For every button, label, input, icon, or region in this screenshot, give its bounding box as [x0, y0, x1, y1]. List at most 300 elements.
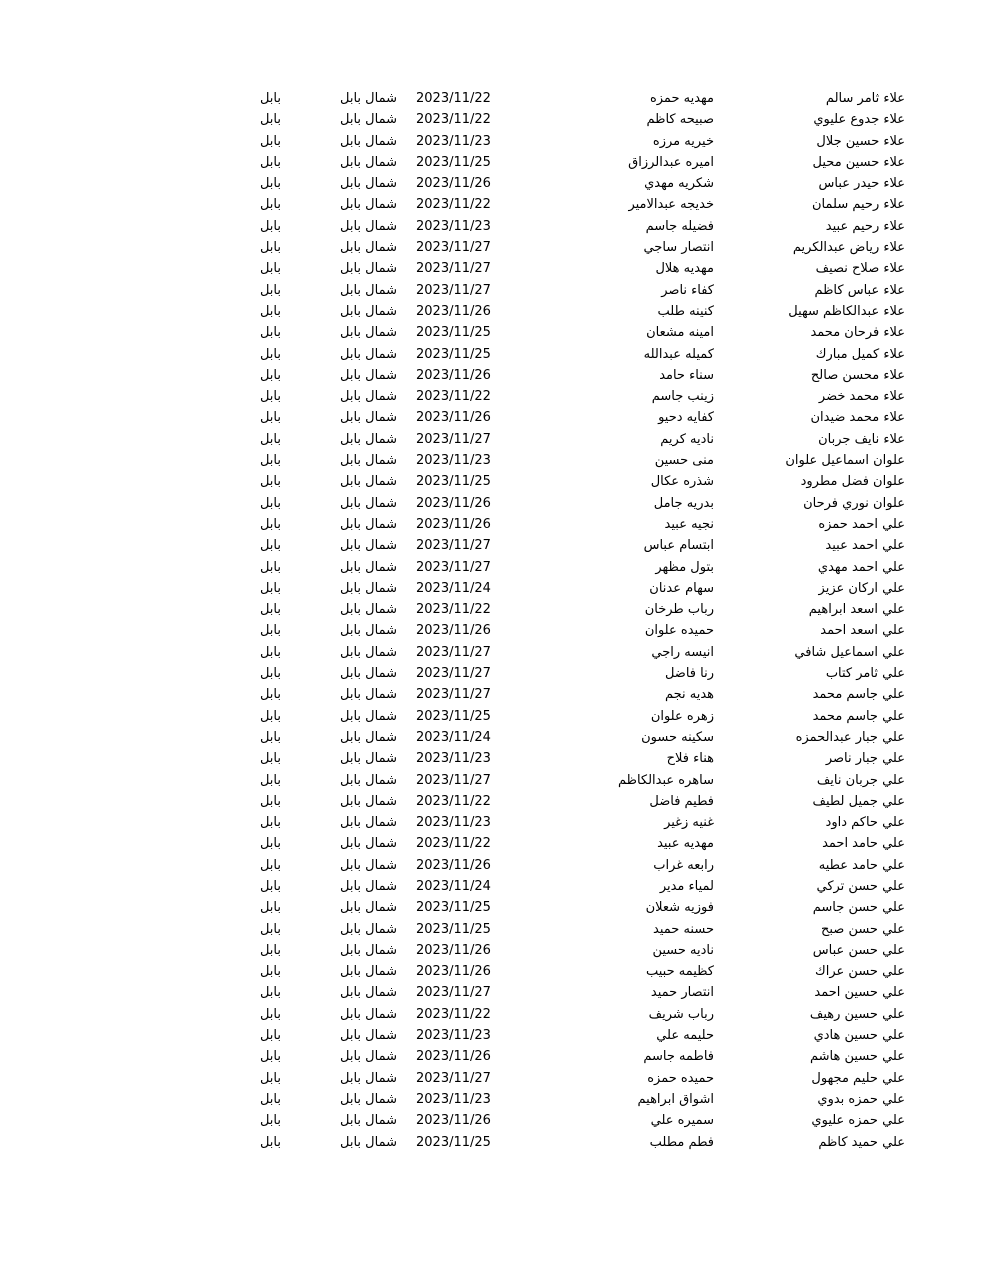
person-name-cell: علي حسن عراك — [815, 964, 905, 980]
mother-name-cell: فوزيه شعلان — [645, 900, 714, 916]
table-row — [0, 578, 989, 599]
date-cell: 2023/11/25 — [416, 346, 491, 362]
person-name-cell: علاء فرحان محمد — [810, 325, 905, 341]
mother-name-cell: فاطمه جاسم — [643, 1049, 714, 1065]
person-name-cell: علي اسماعيل شافي — [794, 644, 905, 660]
district-cell: شمال بابل — [340, 431, 397, 447]
date-cell: 2023/11/27 — [416, 985, 491, 1001]
person-name-cell: علي اركان عزيز — [818, 580, 905, 596]
mother-name-cell: فطم مطلب — [649, 1134, 714, 1150]
table-row — [0, 1132, 989, 1153]
district-cell: شمال بابل — [340, 602, 397, 618]
district-cell: شمال بابل — [340, 815, 397, 831]
date-cell: 2023/11/25 — [416, 325, 491, 341]
district-cell: شمال بابل — [340, 878, 397, 894]
date-cell: 2023/11/25 — [416, 474, 491, 490]
table-row — [0, 386, 989, 407]
date-cell: 2023/11/26 — [416, 942, 491, 958]
date-cell: 2023/11/24 — [416, 878, 491, 894]
date-cell: 2023/11/26 — [416, 1113, 491, 1129]
province-cell: بابل — [259, 921, 281, 937]
province-cell: بابل — [259, 325, 281, 341]
person-name-cell: علي حسين هاشم — [810, 1049, 905, 1065]
district-cell: شمال بابل — [340, 666, 397, 682]
date-cell: 2023/11/22 — [416, 1006, 491, 1022]
table-row — [0, 919, 989, 940]
district-cell: شمال بابل — [340, 772, 397, 788]
province-cell: بابل — [259, 282, 281, 298]
person-name-cell: علي جاسم محمد — [812, 687, 905, 703]
table-row — [0, 216, 989, 237]
province-cell: بابل — [259, 240, 281, 256]
table-row — [0, 152, 989, 173]
person-name-cell: علي حامد عطيه — [818, 857, 905, 873]
date-cell: 2023/11/26 — [416, 623, 491, 639]
district-cell: شمال بابل — [340, 282, 397, 298]
province-cell: بابل — [259, 367, 281, 383]
district-cell: شمال بابل — [340, 538, 397, 554]
table-row — [0, 620, 989, 641]
person-name-cell: علاء رحيم عبيد — [825, 218, 905, 234]
mother-name-cell: سناء حامد — [659, 367, 714, 383]
district-cell: شمال بابل — [340, 91, 397, 106]
province-cell: بابل — [259, 176, 281, 192]
date-cell: 2023/11/22 — [416, 389, 491, 405]
mother-name-cell: رنا فاضل — [664, 666, 714, 682]
province-cell: بابل — [259, 261, 281, 277]
date-cell: 2023/11/27 — [416, 538, 491, 554]
date-cell: 2023/11/27 — [416, 282, 491, 298]
person-name-cell: علي حسين احمد — [814, 985, 905, 1001]
date-cell: 2023/11/22 — [416, 602, 491, 618]
province-cell: بابل — [259, 1028, 281, 1044]
province-cell: بابل — [259, 985, 281, 1001]
province-cell: بابل — [259, 1134, 281, 1150]
date-cell: 2023/11/26 — [416, 410, 491, 426]
district-cell: شمال بابل — [340, 495, 397, 511]
table-row — [0, 876, 989, 897]
person-name-cell: علوان اسماعيل علوان — [785, 453, 905, 469]
table-row — [0, 982, 989, 1003]
district-cell: شمال بابل — [340, 367, 397, 383]
person-name-cell: علي جاسم محمد — [812, 708, 905, 724]
mother-name-cell: حميده حمزه — [647, 1070, 714, 1086]
province-cell: بابل — [259, 218, 281, 234]
mother-name-cell: هديه نجم — [664, 687, 714, 703]
mother-name-cell: اشواق ابراهيم — [637, 1091, 714, 1107]
date-cell: 2023/11/26 — [416, 495, 491, 511]
date-cell: 2023/11/27 — [416, 666, 491, 682]
province-cell: بابل — [259, 751, 281, 767]
district-cell: شمال بابل — [340, 1091, 397, 1107]
date-cell: 2023/11/25 — [416, 921, 491, 937]
mother-name-cell: كنينه طلب — [657, 303, 714, 319]
date-cell: 2023/11/27 — [416, 240, 491, 256]
table-row — [0, 770, 989, 791]
mother-name-cell: غنيه زغير — [664, 815, 714, 831]
date-cell: 2023/11/23 — [416, 1091, 491, 1107]
person-name-cell: علاء محسن صالح — [810, 367, 905, 383]
table-row — [0, 940, 989, 961]
district-cell: شمال بابل — [340, 836, 397, 852]
person-name-cell: علي حسن تركي — [816, 878, 905, 894]
district-cell: شمال بابل — [340, 900, 397, 916]
date-cell: 2023/11/27 — [416, 644, 491, 660]
district-cell: شمال بابل — [340, 580, 397, 596]
date-cell: 2023/11/26 — [416, 1049, 491, 1065]
date-cell: 2023/11/23 — [416, 133, 491, 149]
date-cell: 2023/11/22 — [416, 91, 491, 106]
province-cell: بابل — [259, 772, 281, 788]
date-cell: 2023/11/27 — [416, 261, 491, 277]
province-cell: بابل — [259, 815, 281, 831]
person-name-cell: علاء صلاح نصيف — [815, 261, 905, 277]
table-row — [0, 1004, 989, 1025]
province-cell: بابل — [259, 836, 281, 852]
district-cell: شمال بابل — [340, 623, 397, 639]
mother-name-cell: ناديه حسين — [652, 942, 714, 958]
table-row — [0, 301, 989, 322]
person-name-cell: علي حميد كاظم — [818, 1134, 905, 1150]
district-cell: شمال بابل — [340, 133, 397, 149]
date-cell: 2023/11/26 — [416, 367, 491, 383]
mother-name-cell: زهره علوان — [650, 708, 714, 724]
table-row — [0, 514, 989, 535]
table-row — [0, 1025, 989, 1046]
person-name-cell: علاء عبدالكاظم سهيل — [788, 303, 905, 319]
district-cell: شمال بابل — [340, 218, 397, 234]
province-cell: بابل — [259, 538, 281, 554]
table-row — [0, 812, 989, 833]
document-page — [0, 88, 989, 1153]
mother-name-cell: انيسه راجي — [651, 644, 714, 660]
date-cell: 2023/11/27 — [416, 559, 491, 575]
province-cell: بابل — [259, 154, 281, 170]
mother-name-cell: مهديه هلال — [655, 261, 714, 277]
table-row — [0, 1046, 989, 1067]
province-cell: بابل — [259, 133, 281, 149]
district-cell: شمال بابل — [340, 261, 397, 277]
person-name-cell: علي حسين رهيف — [809, 1006, 905, 1022]
mother-name-cell: سهام عدنان — [649, 580, 714, 596]
mother-name-cell: رابعه غراب — [653, 857, 714, 873]
province-cell: بابل — [259, 644, 281, 660]
person-name-cell: علي حمزه عليوي — [811, 1113, 905, 1129]
mother-name-cell: حميده علوان — [644, 623, 714, 639]
mother-name-cell: ساهره عبدالكاظم — [617, 772, 714, 788]
person-name-cell: علاء رياض عبدالكريم — [792, 240, 905, 256]
mother-name-cell: فطيم فاضل — [649, 793, 714, 809]
province-cell: بابل — [259, 346, 281, 362]
province-cell: بابل — [259, 964, 281, 980]
province-cell: بابل — [259, 410, 281, 426]
mother-name-cell: رباب طرخان — [644, 602, 714, 618]
date-cell: 2023/11/23 — [416, 751, 491, 767]
mother-name-cell: ابتسام عباس — [643, 538, 714, 554]
district-cell: شمال بابل — [340, 1049, 397, 1065]
person-name-cell: علي حليم مجهول — [811, 1070, 905, 1086]
table-row — [0, 365, 989, 386]
mother-name-cell: كفايه دحيو — [658, 410, 714, 426]
table-row — [0, 642, 989, 663]
date-cell: 2023/11/26 — [416, 303, 491, 319]
mother-name-cell: هناء فلاح — [666, 751, 714, 767]
district-cell: شمال بابل — [340, 942, 397, 958]
mother-name-cell: مهديه عبيد — [657, 836, 714, 852]
date-cell: 2023/11/23 — [416, 815, 491, 831]
date-cell: 2023/11/23 — [416, 453, 491, 469]
person-name-cell: علي جبار عبدالحمزه — [795, 729, 905, 745]
person-name-cell: علي حامد احمد — [822, 836, 905, 852]
district-cell: شمال بابل — [340, 729, 397, 745]
mother-name-cell: رباب شريف — [648, 1006, 714, 1022]
person-name-cell: علاء كميل مبارك — [815, 346, 905, 362]
mother-name-cell: سكينه حسون — [641, 729, 714, 745]
table-row — [0, 1110, 989, 1131]
province-cell: بابل — [259, 1049, 281, 1065]
table-row — [0, 748, 989, 769]
table-row — [0, 344, 989, 365]
province-cell: بابل — [259, 474, 281, 490]
district-cell: شمال بابل — [340, 793, 397, 809]
table-row — [0, 961, 989, 982]
district-cell: شمال بابل — [340, 389, 397, 405]
date-cell: 2023/11/27 — [416, 772, 491, 788]
district-cell: شمال بابل — [340, 303, 397, 319]
person-name-cell: علاء محمد خضر — [818, 389, 905, 405]
table-row — [0, 131, 989, 152]
district-cell: شمال بابل — [340, 708, 397, 724]
province-cell: بابل — [259, 708, 281, 724]
date-cell: 2023/11/25 — [416, 900, 491, 916]
table-row — [0, 727, 989, 748]
date-cell: 2023/11/22 — [416, 112, 491, 128]
person-name-cell: علي احمد مهدي — [817, 559, 905, 575]
table-row — [0, 173, 989, 194]
mother-name-cell: انتصار ساجي — [643, 240, 714, 256]
table-row — [0, 450, 989, 471]
mother-name-cell: اميره عبدالرزاق — [628, 154, 714, 170]
person-name-cell: علي اسعد ابراهيم — [808, 602, 905, 618]
province-cell: بابل — [259, 793, 281, 809]
district-cell: شمال بابل — [340, 964, 397, 980]
table-row — [0, 833, 989, 854]
mother-name-cell: بتول مظهر — [655, 559, 714, 575]
person-name-cell: علي جربان نايف — [816, 772, 905, 788]
person-name-cell: علي اسعد احمد — [820, 623, 905, 639]
district-cell: شمال بابل — [340, 857, 397, 873]
table-row — [0, 88, 989, 109]
province-cell: بابل — [259, 1113, 281, 1129]
province-cell: بابل — [259, 687, 281, 703]
person-name-cell: علاء رحيم سلمان — [812, 197, 905, 213]
district-cell: شمال بابل — [340, 240, 397, 256]
person-name-cell: علي حسن صبح — [820, 921, 905, 937]
date-cell: 2023/11/27 — [416, 1070, 491, 1086]
district-cell: شمال بابل — [340, 197, 397, 213]
mother-name-cell: فضيله جاسم — [645, 218, 714, 234]
province-cell: بابل — [259, 1070, 281, 1086]
mother-name-cell: لمياء مدير — [659, 878, 714, 894]
mother-name-cell: انتصار حميد — [650, 985, 714, 1001]
district-cell: شمال بابل — [340, 1006, 397, 1022]
person-name-cell: علي حاكم داود — [825, 815, 905, 831]
mother-name-cell: مهديه حمزه — [649, 91, 714, 106]
person-name-cell: علي حسن جاسم — [812, 900, 905, 916]
person-name-cell: علي احمد حمزه — [818, 516, 905, 532]
date-cell: 2023/11/24 — [416, 729, 491, 745]
names-table — [0, 88, 989, 1153]
date-cell: 2023/11/25 — [416, 708, 491, 724]
province-cell: بابل — [259, 389, 281, 405]
province-cell: بابل — [259, 303, 281, 319]
table-row — [0, 684, 989, 705]
date-cell: 2023/11/22 — [416, 793, 491, 809]
person-name-cell: علاء ثامر سالم — [825, 91, 905, 106]
date-cell: 2023/11/24 — [416, 580, 491, 596]
date-cell: 2023/11/25 — [416, 154, 491, 170]
person-name-cell: علي جبار ناصر — [825, 751, 905, 767]
person-name-cell: علوان فضل مطرود — [800, 474, 905, 490]
province-cell: بابل — [259, 602, 281, 618]
table-row — [0, 599, 989, 620]
province-cell: بابل — [259, 112, 281, 128]
province-cell: بابل — [259, 559, 281, 575]
district-cell: شمال بابل — [340, 1113, 397, 1129]
person-name-cell: علي احمد عبيد — [825, 538, 905, 554]
date-cell: 2023/11/26 — [416, 516, 491, 532]
province-cell: بابل — [259, 878, 281, 894]
district-cell: شمال بابل — [340, 644, 397, 660]
person-name-cell: علاء حيدر عباس — [818, 176, 905, 192]
province-cell: بابل — [259, 1006, 281, 1022]
table-row — [0, 407, 989, 428]
date-cell: 2023/11/26 — [416, 964, 491, 980]
district-cell: شمال بابل — [340, 751, 397, 767]
district-cell: شمال بابل — [340, 346, 397, 362]
date-cell: 2023/11/23 — [416, 1028, 491, 1044]
district-cell: شمال بابل — [340, 921, 397, 937]
province-cell: بابل — [259, 495, 281, 511]
district-cell: شمال بابل — [340, 687, 397, 703]
mother-name-cell: منى حسين — [654, 453, 714, 469]
district-cell: شمال بابل — [340, 1134, 397, 1150]
mother-name-cell: خيريه مرزه — [652, 133, 714, 149]
province-cell: بابل — [259, 580, 281, 596]
mother-name-cell: بدريه جامل — [653, 495, 714, 511]
district-cell: شمال بابل — [340, 1028, 397, 1044]
table-row — [0, 855, 989, 876]
province-cell: بابل — [259, 431, 281, 447]
date-cell: 2023/11/26 — [416, 857, 491, 873]
date-cell: 2023/11/23 — [416, 218, 491, 234]
person-name-cell: علاء محمد ضيدان — [810, 410, 905, 426]
mother-name-cell: سميره علي — [650, 1113, 714, 1129]
mother-name-cell: كظيمه حبيب — [645, 964, 714, 980]
date-cell: 2023/11/25 — [416, 1134, 491, 1150]
date-cell: 2023/11/27 — [416, 431, 491, 447]
table-row — [0, 109, 989, 130]
province-cell: بابل — [259, 453, 281, 469]
province-cell: بابل — [259, 91, 281, 106]
table-row — [0, 706, 989, 727]
mother-name-cell: نجيه عبيد — [664, 516, 714, 532]
person-name-cell: علوان نوري فرحان — [803, 495, 905, 511]
table-row — [0, 535, 989, 556]
person-name-cell: علي ثامر كتاب — [825, 666, 905, 682]
province-cell: بابل — [259, 857, 281, 873]
mother-name-cell: كفاء ناصر — [661, 282, 714, 298]
province-cell: بابل — [259, 729, 281, 745]
table-row — [0, 258, 989, 279]
mother-name-cell: كميله عبدالله — [643, 346, 714, 362]
table-row — [0, 429, 989, 450]
province-cell: بابل — [259, 516, 281, 532]
mother-name-cell: حسنه حميد — [653, 921, 714, 937]
date-cell: 2023/11/26 — [416, 176, 491, 192]
date-cell: 2023/11/22 — [416, 836, 491, 852]
district-cell: شمال بابل — [340, 559, 397, 575]
person-name-cell: علاء نايف جربان — [818, 431, 905, 447]
district-cell: شمال بابل — [340, 154, 397, 170]
person-name-cell: علاء جدوع عليوي — [813, 112, 905, 128]
person-name-cell: علي جميل لطيف — [812, 793, 905, 809]
person-name-cell: علي حسين هادي — [813, 1028, 905, 1044]
district-cell: شمال بابل — [340, 1070, 397, 1086]
mother-name-cell: حليمه علي — [656, 1028, 714, 1044]
district-cell: شمال بابل — [340, 176, 397, 192]
province-cell: بابل — [259, 900, 281, 916]
person-name-cell: علاء عباس كاظم — [814, 282, 905, 298]
mother-name-cell: شذره عكال — [650, 474, 714, 490]
table-row — [0, 237, 989, 258]
table-row — [0, 280, 989, 301]
table-row — [0, 471, 989, 492]
province-cell: بابل — [259, 942, 281, 958]
person-name-cell: علي حسن عباس — [812, 942, 905, 958]
district-cell: شمال بابل — [340, 453, 397, 469]
district-cell: شمال بابل — [340, 985, 397, 1001]
table-row — [0, 1068, 989, 1089]
table-row — [0, 663, 989, 684]
table-row — [0, 897, 989, 918]
mother-name-cell: شكريه مهدي — [644, 176, 714, 192]
table-row — [0, 322, 989, 343]
table-row — [0, 1089, 989, 1110]
table-row — [0, 557, 989, 578]
province-cell: بابل — [259, 623, 281, 639]
district-cell: شمال بابل — [340, 410, 397, 426]
province-cell: بابل — [259, 197, 281, 213]
date-cell: 2023/11/27 — [416, 687, 491, 703]
district-cell: شمال بابل — [340, 474, 397, 490]
district-cell: شمال بابل — [340, 112, 397, 128]
table-row — [0, 194, 989, 215]
mother-name-cell: ناديه كريم — [660, 431, 714, 447]
date-cell: 2023/11/22 — [416, 197, 491, 213]
province-cell: بابل — [259, 666, 281, 682]
person-name-cell: علاء حسين محيل — [812, 154, 905, 170]
person-name-cell: علي حمزه بدوي — [817, 1091, 905, 1107]
district-cell: شمال بابل — [340, 325, 397, 341]
province-cell: بابل — [259, 1091, 281, 1107]
mother-name-cell: صبيحه كاظم — [646, 112, 714, 128]
mother-name-cell: زينب جاسم — [651, 389, 714, 405]
table-row — [0, 791, 989, 812]
mother-name-cell: امينه مشعان — [646, 325, 714, 341]
table-row — [0, 493, 989, 514]
district-cell: شمال بابل — [340, 516, 397, 532]
